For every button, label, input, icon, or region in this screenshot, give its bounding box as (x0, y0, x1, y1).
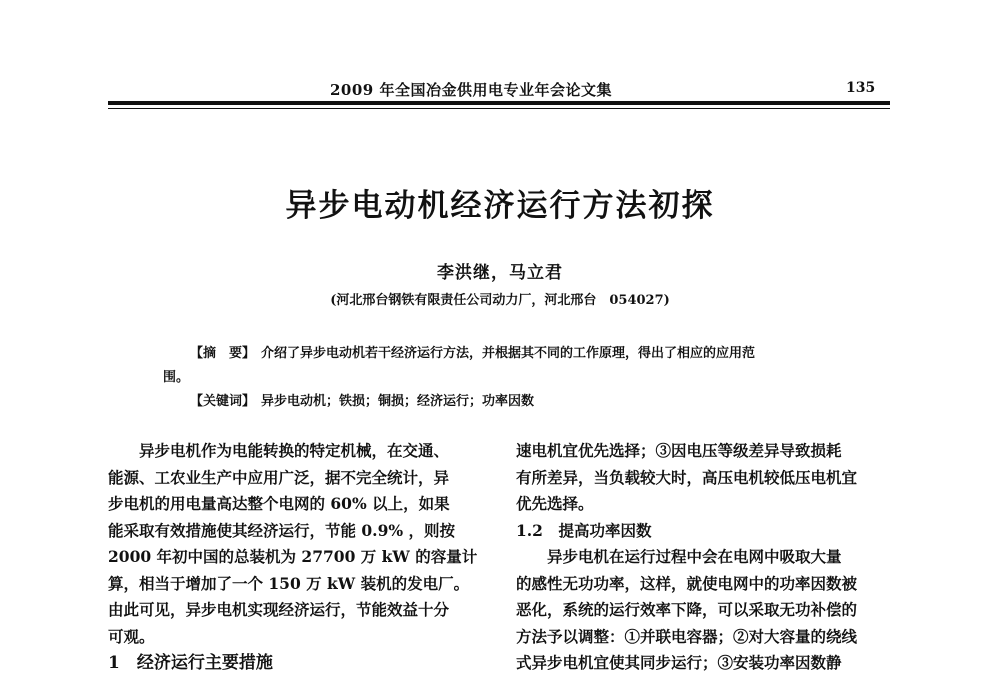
body-line: 式异步电机宜使其同步运行；③安装功率因数静 (516, 653, 842, 672)
body-line: 方法予以调整：①并联电容器；②对大容量的绕线 (516, 626, 858, 646)
body-line: 能采取有效措施使其经济运行，节能 0.9% ，则按 (108, 520, 455, 540)
abstract (190, 342, 755, 361)
abstract-label: 【摘 要】 (190, 346, 256, 361)
body-right-column (516, 438, 896, 677)
article-affiliation: (河北邢台钢铁有限责任公司动力厂，河北邢台 054027) (330, 293, 670, 308)
body-line: 算，相当于增加了一个 150 万 kW 装机的发电厂。 (108, 573, 470, 593)
subsection-heading: 1.2 提高功率因数 (516, 520, 652, 540)
body-line: 步电机的用电量高达整个电网的 60% 以上，如果 (108, 494, 450, 513)
keywords-text: 异步电动机；铁损；铜损；经济运行；功率因数 (261, 394, 535, 409)
abstract-text-line2: 围。 (163, 370, 190, 385)
header-rule-thin (108, 108, 890, 109)
body-left-column (108, 438, 493, 677)
body-line: 恶化，系统的运行效率下降，可以采取无功补偿的 (516, 600, 858, 619)
body-line: 的感性无功功率，这样，就使电网中的功率因数被 (516, 573, 858, 593)
section-heading: 1 经济运行主要措施 (108, 653, 273, 673)
body-line: 能源、工农业生产中应用广泛，据不完全统计，异 (108, 467, 450, 487)
abstract-text-line1: 介绍了异步电动机若干经济运行方法，并根据其不同的工作原理，得出了相应的应用范 (261, 346, 756, 361)
body-line: 异步电机作为电能转换的特定机械，在交通、 (139, 441, 450, 460)
header-rule-thick (108, 101, 890, 105)
body-line: 2000 年初中国的总装机为 27700 万 kW 的容量计 (108, 547, 478, 566)
body-line: 可观。 (108, 626, 155, 646)
body-line: 有所差异，当负载较大时，高压电机较低压电机宜 (516, 467, 858, 487)
body-line: 速电机宜优先选择；③因电压等级差异导致损耗 (516, 441, 842, 460)
page-number: 135 (846, 80, 876, 96)
keywords-label: 【关键词】 (190, 394, 256, 409)
keywords (190, 390, 534, 409)
body-line: 优先选择。 (516, 494, 594, 513)
body-line: 异步电机在运行过程中会在电网中吸取大量 (547, 547, 842, 566)
body-line: 由此可见，异步电机实现经济运行，节能效益十分 (108, 600, 450, 619)
article-title: 异步电动机经济运行方法初探 (285, 188, 715, 224)
proceedings-title: 2009 年全国冶金供用电专业年会论文集 (330, 81, 612, 99)
article-authors: 李洪继，马立君 (437, 263, 563, 283)
